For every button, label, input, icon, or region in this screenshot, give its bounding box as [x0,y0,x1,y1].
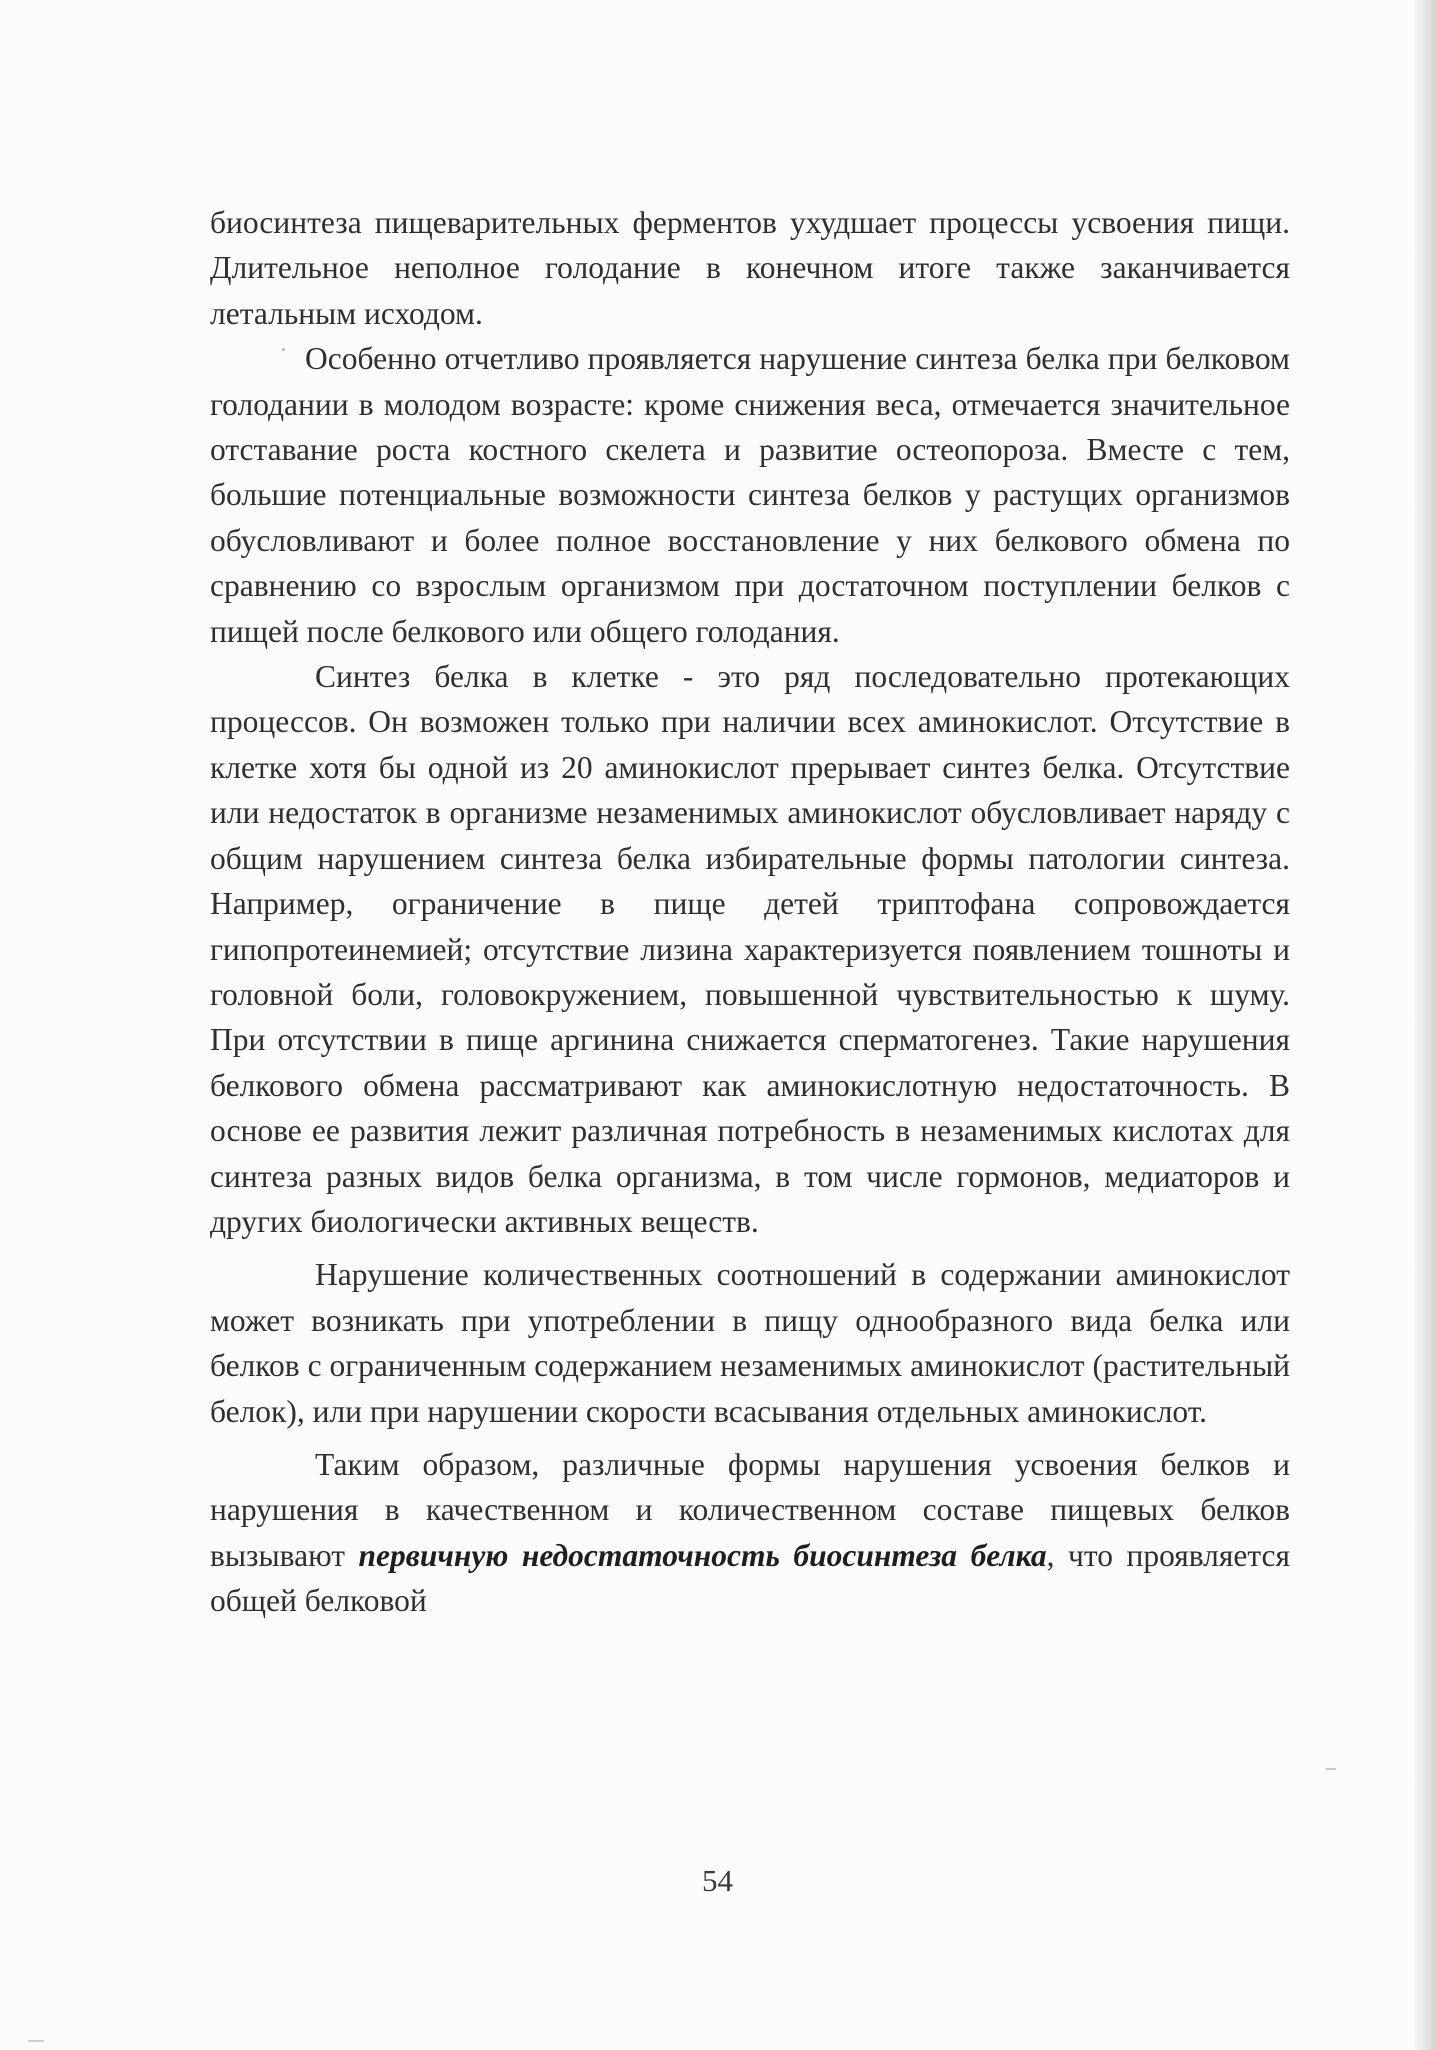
paragraph-5 [210,1442,1290,1624]
scan-speck [28,2040,44,2042]
page-edge-shadow [1413,0,1435,2050]
paragraph-2: Особенно отчетливо проявляется нарушение синтеза белка при белковом голодании в молодом возрасте: кроме снижения веса, отмечается значительное отставание роста костного скелета и развитие остеопороза. Вместе с тем, большие потенциальные возможности синтеза белков у растущих организмов обусловливают и более полное восстановление у них белкового обмена по сравнению со взрослым организмом при достаточном поступлении белков с пищей после белкового или общего голодания. [210,341,1290,649]
paragraph-1: биосинтеза пищеварительных ферментов ухудшает процессы усвоения пищи. Длительное неполное голодание в конечном итоге также заканчивается летальным исходом. [210,205,1290,331]
paragraph-4: Нарушение количественных соотношений в содержании аминокислот может возникать при употреблении в пищу однообразного вида белка или белков с ограниченным содержанием незаменимых аминокислот (растительный белок), или при нарушении скорости всасывания отдельных аминокислот. [210,1257,1290,1429]
body-text [210,200,1290,1624]
page-number: 54 [702,1863,733,1898]
emphasized-term: первичную недостаточность биосинтеза белка [358,1537,1047,1573]
paragraph-3: Синтез белка в клетке - это ряд последовательно протекающих процессов. Он возможен только при наличии всех аминокислот. Отсутствие в клетке хотя бы одной из 20 аминокислот прерывает синтез белка. Отсутствие или недостаток в организме незаменимых аминокислот обусловливает наряду с общим нарушением синтеза белка избирательные формы патологии синтеза. Например, ограничение в пище детей триптофана сопровождается гипопротеинемией; отсутствие лизина характеризуется появлением тошноты и головной боли, головокружением, повышенной чувствительностью к шуму. При отсутствии в пище аргинина снижается сперматогенез. Такие нарушения белкового обмена рассматривают как аминокислотную недостаточность. В основе ее развития лежит различная потребность в незаменимых кислотах для синтеза разных видов белка организма, в том числе гормонов, медиаторов и других биологически активных веществ. [210,659,1290,1239]
paragraph-5-tail: , что проявляется общей белковой [210,1537,1290,1619]
paragraph-5-lead: Таким образом, различные формы нарушения усвоения белков и нарушения в качественном и количественном составе пищевых белков вызывают [210,1446,1290,1573]
scan-speck [1326,1768,1336,1770]
